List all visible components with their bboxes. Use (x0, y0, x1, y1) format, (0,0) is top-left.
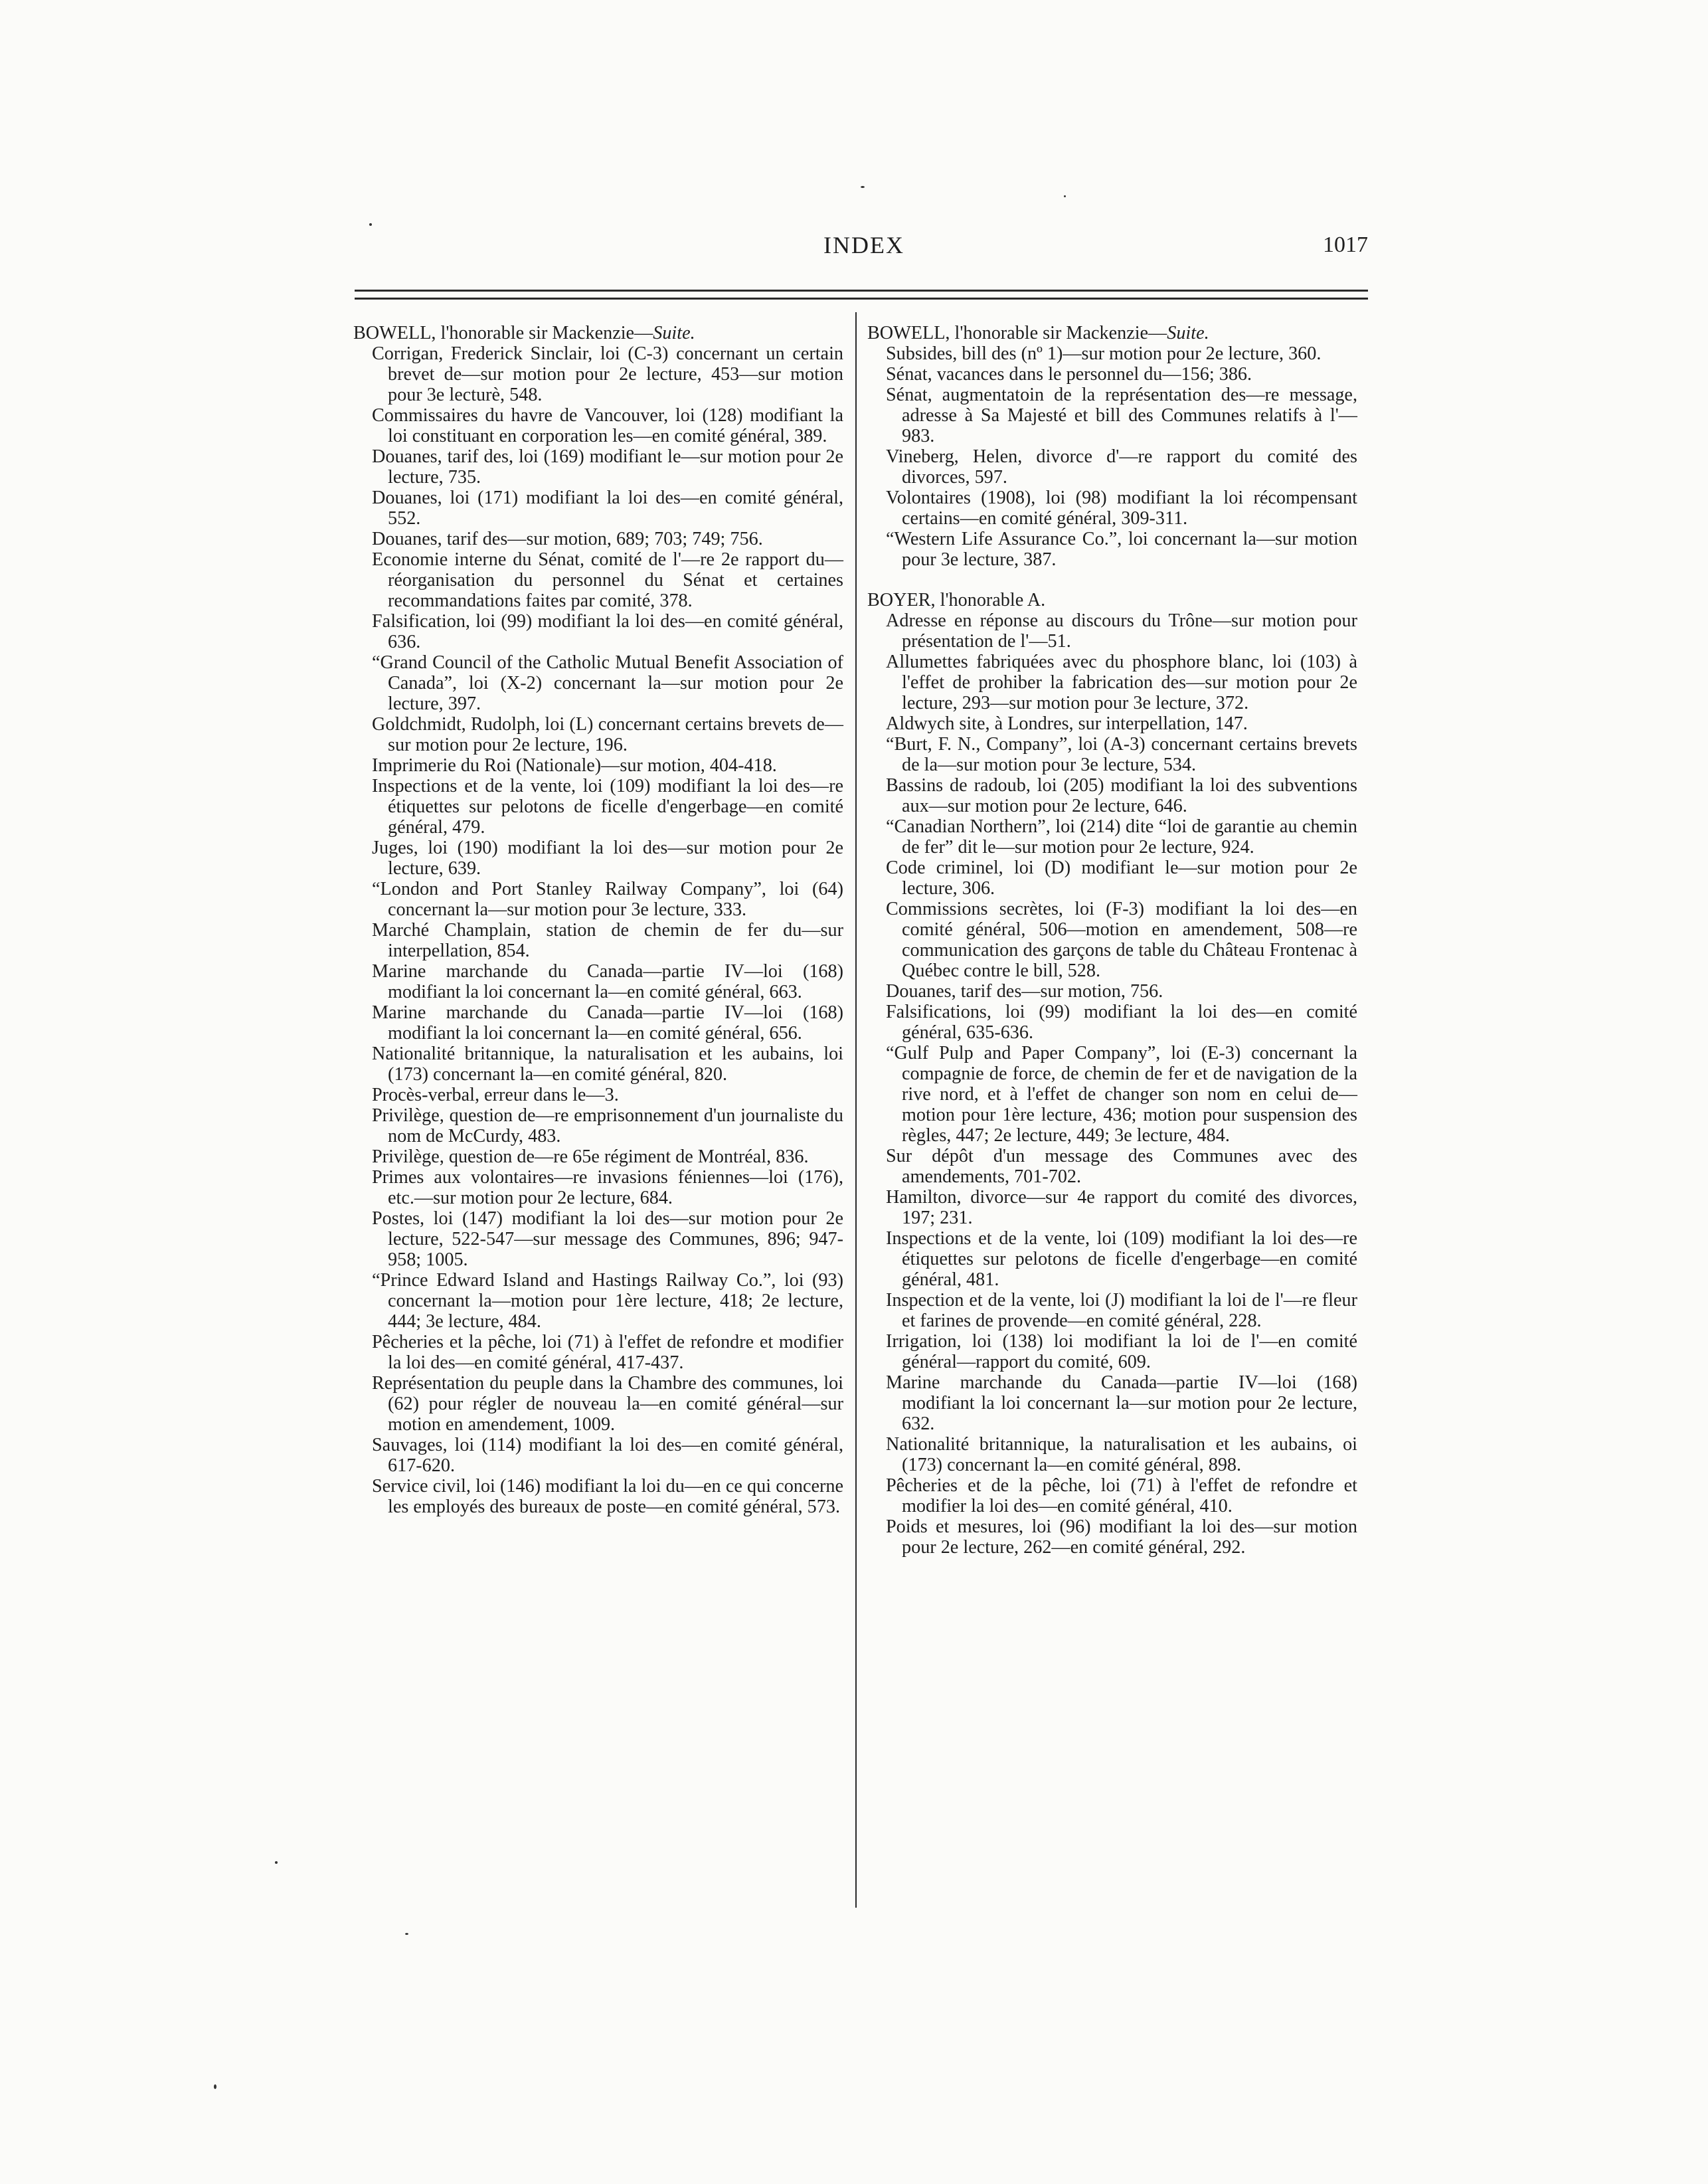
index-entry: Privilège, question de—re emprisonnement d'un journaliste du nom de McCurdy, 483. (372, 1105, 843, 1146)
index-entry: Inspections et de la vente, loi (109) modifiant la loi des—re étiquettes sur pelotons de ficelle d'engerbage—en comité général, 479. (372, 776, 843, 838)
index-entry: Pêcheries et de la pêche, loi (71) à l'effet de refondre et modifier la loi des—en comité général, 410. (886, 1475, 1357, 1516)
heading-suffix: Suite. (653, 323, 695, 343)
index-entry: Douanes, tarif des—sur motion, 756. (886, 981, 1163, 1002)
index-entry: Service civil, loi (146) modifiant la loi du—en ce qui concerne les employés des bureaux de poste—en comité général, 573. (372, 1476, 843, 1517)
left-column (352, 323, 843, 1517)
index-entry: Nationalité britannique, la naturalisation et les aubains, loi (173) concernant la—en comité général, 820. (372, 1044, 843, 1085)
index-entry: Falsification, loi (99) modifiant la loi des—en comité général, 636. (372, 611, 843, 652)
index-entry: Marine marchande du Canada—partie IV—loi (168) modifiant la loi concernant la—en comité général, 663. (372, 961, 843, 1002)
index-entry: “Canadian Northern”, loi (214) dite “loi de garantie au chemin de fer” dit le—sur motion pour 2e lecture, 924. (886, 816, 1357, 858)
index-entry: Bassins de radoub, loi (205) modifiant la loi des subventions aux—sur motion pour 2e lecture, 646. (886, 775, 1357, 816)
index-entry: Procès-verbal, erreur dans le—3. (372, 1085, 619, 1105)
index-entry: Privilège, question de—re 65e régiment de Montréal, 836. (372, 1146, 809, 1167)
scan-speck (214, 2084, 216, 2089)
index-entry: Volontaires (1908), loi (98) modifiant la loi récompensant certains—en comité général, 309-311. (886, 488, 1357, 529)
index-entry: Falsifications, loi (99) modifiant la loi des—en comité général, 635-636. (886, 1002, 1357, 1043)
boyer-entries (866, 610, 1357, 1558)
scan-speck (1064, 195, 1066, 197)
index-entry: Inspections et de la vente, loi (109) modifiant la loi des—re étiquettes sur pelotons de ficelle d'engerbage—en comité général, 481. (886, 1228, 1357, 1290)
index-entry: Sauvages, loi (114) modifiant la loi des—en comité général, 617-620. (372, 1435, 843, 1476)
scan-speck (275, 1861, 278, 1864)
header-rule-bottom (355, 298, 1368, 300)
index-entry: Douanes, tarif des—sur motion, 689; 703; 749; 756. (372, 529, 763, 549)
index-entry: Douanes, tarif des, loi (169) modifiant le—sur motion pour 2e lecture, 735. (372, 446, 843, 488)
index-entry: Commissaires du havre de Vancouver, loi (128) modifiant la loi constituant en corporation les—en comité général, 389. (372, 405, 843, 446)
heading-suffix: Suite. (1167, 323, 1209, 343)
heading-name: BOWELL, l'honorable sir Mackenzie— (867, 323, 1167, 343)
right-column-heading (866, 323, 1357, 343)
index-entry: Postes, loi (147) modifiant la loi des—sur motion pour 2e lecture, 522-547—sur message des Communes, 896; 947-958; 1005. (372, 1208, 843, 1270)
index-entry: Code criminel, loi (D) modifiant le—sur motion pour 2e lecture, 306. (886, 858, 1357, 899)
index-entry: Poids et mesures, loi (96) modifiant la loi des—sur motion pour 2e lecture, 262—en comité général, 292. (886, 1516, 1357, 1558)
index-entry: Marché Champlain, station de chemin de fer du—sur interpellation, 854. (372, 920, 843, 961)
index-entry: Allumettes fabriquées avec du phosphore blanc, loi (103) à l'effet de prohiber la fabrication des—sur motion pour 2e lecture, 293—sur motion pour 3e lecture, 372. (886, 652, 1357, 713)
right-column (866, 323, 1357, 1558)
index-entry: Subsides, bill des (nº 1)—sur motion pour 2e lecture, 360. (886, 343, 1322, 364)
index-entry: Goldchmidt, Rudolph, loi (L) concernant certains brevets de—sur motion pour 2e lecture, 196. (372, 714, 843, 755)
index-entry: Irrigation, loi (138) loi modifiant la loi de l'—en comité général—rapport du comité, 609. (886, 1331, 1357, 1372)
index-entry: Adresse en réponse au discours du Trône—sur motion pour présentation de l'—51. (886, 610, 1357, 652)
index-entry: Inspection et de la vente, loi (J) modifiant la loi de l'—re fleur et farines de provende—en comité général, 228. (886, 1290, 1357, 1331)
index-entry: Nationalité britannique, la naturalisation et les aubains, oi (173) concernant la—en comité général, 898. (886, 1434, 1357, 1475)
index-entry: “Prince Edward Island and Hastings Railway Co.”, loi (93) concernant la—motion pour 1ère lecture, 418; 2e lecture, 444; 3e lecture, 484. (372, 1270, 843, 1332)
index-entry: Représentation du peuple dans la Chambre des communes, loi (62) pour régler de nouveau la—en comité général—sur motion en amendement, 1009. (372, 1373, 843, 1435)
index-entry: Douanes, loi (171) modifiant la loi des—en comité général, 552. (372, 488, 843, 529)
index-entry: Economie interne du Sénat, comité de l'—re 2e rapport du—réorganisation du personnel du Sénat et certaines recommandations faites par comité, 378. (372, 549, 843, 611)
index-entry: “Grand Council of the Catholic Mutual Benefit Association of Canada”, loi (X-2) concernant la—sur motion pour 2e lecture, 397. (372, 652, 843, 714)
index-entry: Aldwych site, à Londres, sur interpellation, 147. (886, 713, 1248, 734)
column-divider (855, 312, 857, 1908)
scan-speck (861, 186, 865, 188)
index-entry: Sénat, augmentatoin de la représentation des—re message, adresse à Sa Majesté et bill des Communes relatifs à l'—983. (886, 385, 1357, 446)
page-number: 1017 (1323, 232, 1368, 257)
index-entry: “London and Port Stanley Railway Company”, loi (64) concernant la—sur motion pour 3e lecture, 333. (372, 879, 843, 920)
scan-speck (405, 1933, 408, 1935)
running-header-title: INDEX (823, 232, 904, 258)
index-entry: Corrigan, Frederick Sinclair, loi (C-3) concernant un certain brevet de—sur motion pour 2e lecture, 453—sur motion pour 3e lecturè, 548. (372, 343, 843, 405)
left-column-heading (352, 323, 843, 343)
index-entry: Imprimerie du Roi (Nationale)—sur motion, 404-418. (372, 755, 777, 776)
index-entry: Sénat, vacances dans le personnel du—156; 386. (886, 364, 1252, 385)
index-entry: Juges, loi (190) modifiant la loi des—sur motion pour 2e lecture, 639. (372, 838, 843, 879)
index-entry: Commissions secrètes, loi (F-3) modifiant la loi des—en comité général, 506—motion en amendement, 508—re communication des garçons de table du Château Frontenac à Québec contre le bill, 528. (886, 899, 1357, 981)
bowell-entries-continued (866, 343, 1357, 570)
index-entry: Pêcheries et la pêche, loi (71) à l'effet de refondre et modifier la loi des—en comité général, 417-437. (372, 1332, 843, 1373)
index-entry: Hamilton, divorce—sur 4e rapport du comité des divorces, 197; 231. (886, 1187, 1357, 1228)
heading-name: BOWELL, l'honorable sir Mackenzie— (353, 323, 653, 343)
index-entry: “Burt, F. N., Company”, loi (A-3) concernant certains brevets de la—sur motion pour 3e lecture, 534. (886, 734, 1357, 775)
index-entry: “Western Life Assurance Co.”, loi concernant la—sur motion pour 3e lecture, 387. (886, 529, 1357, 570)
index-entry: Primes aux volontaires—re invasions féniennes—loi (176), etc.—sur motion pour 2e lecture, 684. (372, 1167, 843, 1208)
index-entry: “Gulf Pulp and Paper Company”, loi (E-3) concernant la compagnie de force, de chemin de fer et de navigation de la rive nord, et à l'effet de changer son nom en celui de—motion pour 1ère lecture, 436; motion pour suspension des règles, 447; 2e lecture, 449; 3e lecture, 484. (886, 1043, 1357, 1146)
index-entry: Vineberg, Helen, divorce d'—re rapport du comité des divorces, 597. (886, 446, 1357, 488)
header-rule-top (355, 290, 1368, 292)
boyer-heading: BOYER, l'honorable A. (867, 590, 1046, 610)
index-entry: Sur dépôt d'un message des Communes avec des amendements, 701-702. (886, 1146, 1357, 1187)
index-entry: Marine marchande du Canada—partie IV—loi (168) modifiant la loi concernant la—en comité général, 656. (372, 1002, 843, 1044)
index-entry: Marine marchande du Canada—partie IV—loi (168) modifiant la loi concernant la—sur motion pour 2e lecture, 632. (886, 1372, 1357, 1434)
section-gap (866, 570, 1357, 590)
scan-speck (369, 223, 372, 226)
